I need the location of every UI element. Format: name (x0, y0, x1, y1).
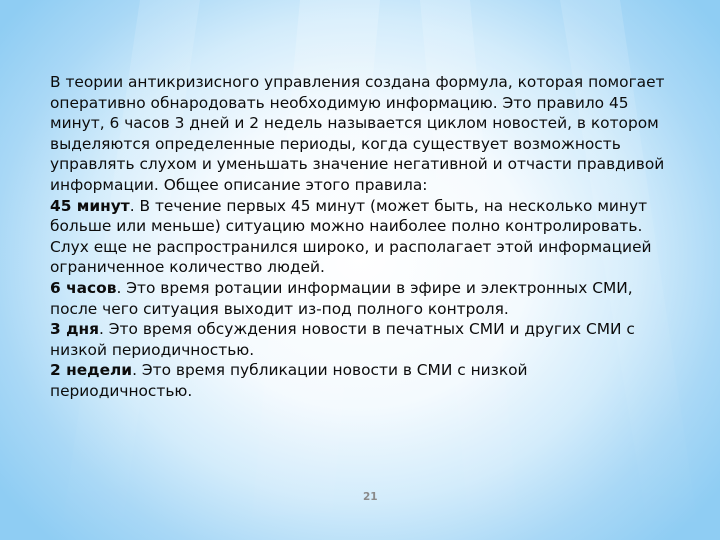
period-term: 45 минут (50, 196, 130, 215)
period-term: 3 дня (50, 320, 100, 339)
period-term: 2 недели (50, 361, 133, 380)
intro-paragraph: В теории антикризисного управления создана формула, которая помогает оперативно обнародовать необходимую информацию. Это правило 45 минут, 6 часов 3 дней и 2 недель называется циклом новостей, в котором выделяются определенные периоды, когда существует возможность управлять слухом и уменьшать значение негативной и отчасти правдивой информации. Общее описание этого правила: (50, 73, 665, 194)
period-description: . Это время обсуждения новости в печатных СМИ и других СМИ с низкой периодичностью. (50, 320, 635, 359)
period-term: 6 часов (50, 278, 117, 297)
period-item (50, 196, 670, 278)
period-description: . В течение первых 45 минут (может быть, на несколько минут больше или меньше) ситуацию можно наиболее полно контролировать. Слух еще не распространился широко, и располагает этой информацией ограниченное количество людей. (50, 196, 652, 277)
period-item (50, 278, 670, 319)
period-item (50, 360, 670, 401)
slide-body (50, 72, 670, 402)
period-description: . Это время публикации новости в СМИ с низкой периодичностью. (50, 361, 528, 400)
page-number: 21 (363, 491, 378, 503)
period-item (50, 319, 670, 360)
period-description: . Это время ротации информации в эфире и электронных СМИ, после чего ситуация выходит из-под полного контроля. (50, 278, 633, 318)
